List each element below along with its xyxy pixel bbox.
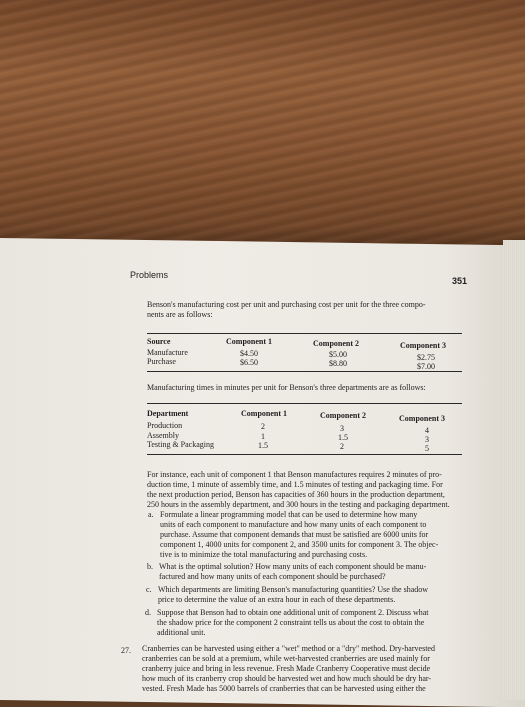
mid-text: Manufacturing times in minutes per unit for Benson's three departments are as follows: [147,383,426,392]
item-a-line-4: component 1, 4000 units for component 2, and 3500 units for component 3. The objec- [160,540,439,549]
table1-header-component-1: Component 1 [226,337,273,346]
table1-top-rule [147,333,462,334]
problem-27-line-5: vested. Fresh Made has 5000 barrels of cranberries that can be harvested using either the [142,684,426,693]
body-line-2: duction time, 1 minute of assembly time, and 1.5 minutes of testing and packaging time. For [147,480,443,489]
table2-cell: 1.5 [258,441,268,450]
table1-header-source: Source [147,337,171,346]
section-title: Problems [130,270,169,280]
item-d-line-2: the shadow price for the component 2 constraint tells us about the cost to obtain the [157,618,425,627]
item-a-line-5: tive is to minimize the total manufacturing and purchasing costs. [160,550,368,559]
item-a-line-2: units of each component to manufacture and how many units of each component to [160,520,427,529]
table2-cell: 3 [340,424,344,433]
table1-row-label: Purchase [147,357,176,366]
table2-header-component-1: Component 1 [241,409,288,418]
page-number: 351 [452,276,468,286]
table2-row-label: Testing & Packaging [147,440,214,449]
body-line-3: the next production period, Benson has capacities of 360 hours in the production department, [147,490,445,499]
item-d-label: d. [145,608,151,617]
body-line-4: 250 hours in the assembly department, and 300 hours in the testing and packaging department. [147,500,450,509]
table2-cell: 1 [261,432,265,441]
item-d-line-3: additional unit. [157,628,206,637]
item-c-label: c. [146,585,152,594]
table1-cell: $4.50 [240,349,258,358]
item-b-label: b. [147,562,153,571]
table2-cell: 2 [340,442,344,451]
table2-header-component-3: Component 3 [399,414,446,423]
table1-cell: $5.00 [329,350,347,359]
table1-cell: $8.80 [329,359,347,368]
table2-bottom-rule [147,454,462,455]
intro-line-1: Benson's manufacturing cost per unit and purchasing cost per unit for the three compo- [147,300,426,309]
table2-cell: 2 [261,422,265,431]
item-c-line-1: Which departments are limiting Benson's manufacturing quantities? Use the shadow [158,585,429,594]
table1-bottom-rule [147,371,462,372]
problem-27-number: 27. [121,646,131,655]
problem-27-line-4: how much of its cranberry crop should be harvested wet and how much should be dry har- [142,674,432,683]
item-b-line-2: factured and how many units of each component should be purchased? [159,572,386,581]
table1-header-component-3: Component 3 [400,341,447,350]
table2-cell: 3 [425,435,429,444]
item-a-label: a. [148,510,154,519]
problem-27-line-3: cranberry juice and bring in less revenue. Fresh Made Cranberry Cooperative must decide [142,664,431,673]
item-a-line-1: Formulate a linear programming model that can be used to determine how many [160,510,418,519]
item-a-line-3: purchase. Assume that component demands that must be satisfied are 6000 units for [160,530,429,539]
item-d-line-1: Suppose that Benson had to obtain one additional unit of component 2. Discuss what [157,608,429,617]
table2-header-department: Department [147,409,189,418]
problem-27-line-2: cranberries can be sold at a premium, while wet-harvested cranberries are used mainly for [142,654,430,663]
table2-row-label: Assembly [147,431,179,440]
intro-line-2: nents are as follows: [147,310,213,319]
table2-cell: 1.5 [338,433,348,442]
table1-row-label: Manufacture [147,348,188,357]
item-b-line-1: What is the optimal solution? How many units of each component should be manu- [159,562,427,571]
body-line-1: For instance, each unit of component 1 that Benson manufactures requires 2 minutes of pro- [147,470,442,479]
table2-cell: 4 [425,426,429,435]
item-c-line-2: price to determine the value of an extra hour in each of these departments. [158,595,396,604]
table1-cell: $2.75 [417,353,435,362]
table2-top-rule [147,403,462,404]
problem-27-line-1: Cranberries can be harvested using either a "wet" method or a "dry" method. Dry-harvested [142,644,435,653]
table2-cell: 5 [425,444,429,453]
table2-row-label: Production [147,421,183,430]
table1-cell: $7.00 [417,362,435,371]
table2-header-component-2: Component 2 [320,411,367,420]
table1-header-component-2: Component 2 [313,339,360,348]
table1-cell: $6.50 [240,358,258,367]
